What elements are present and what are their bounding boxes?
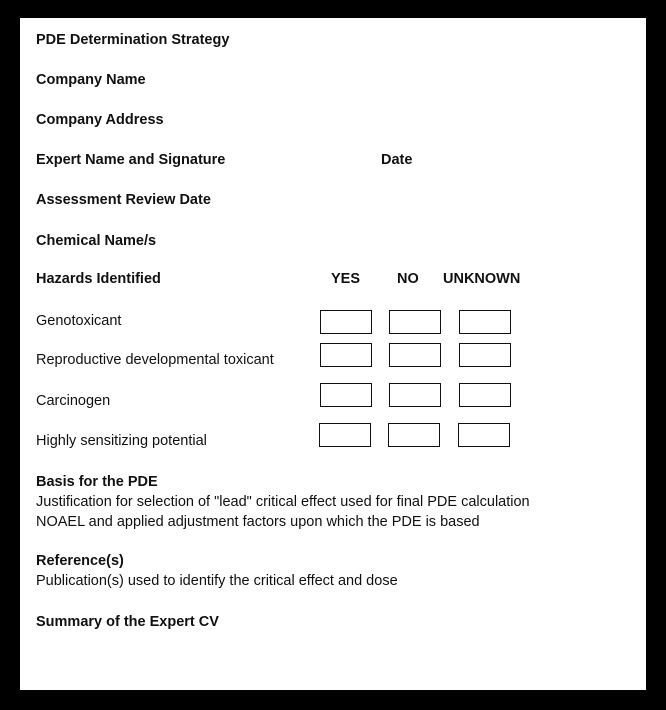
genotoxicant-no-checkbox[interactable] [389, 310, 441, 334]
carcinogen-yes-checkbox[interactable] [320, 383, 372, 407]
date-label: Date [381, 152, 413, 168]
reproductive-unknown-checkbox[interactable] [459, 343, 511, 367]
basis-justification-text: Justification for selection of "lead" critical effect used for final PDE calculation [36, 494, 530, 510]
chemical-name-label: Chemical Name/s [36, 233, 157, 249]
reproductive-no-checkbox[interactable] [389, 343, 441, 367]
column-unknown: UNKNOWN [443, 271, 521, 287]
hazard-label-sensitizing: Highly sensitizing potential [36, 433, 207, 449]
sensitizing-no-checkbox[interactable] [388, 423, 440, 447]
column-yes: YES [331, 271, 361, 287]
hazard-label-reproductive: Reproductive developmental toxicant [36, 352, 274, 368]
company-name-label: Company Name [36, 72, 146, 88]
genotoxicant-unknown-checkbox[interactable] [459, 310, 511, 334]
form-title: PDE Determination Strategy [36, 32, 230, 48]
carcinogen-no-checkbox[interactable] [389, 383, 441, 407]
column-no: NO [397, 271, 419, 287]
hazards-identified-label: Hazards Identified [36, 271, 161, 287]
company-address-label: Company Address [36, 112, 164, 128]
basis-heading: Basis for the PDE [36, 474, 158, 490]
references-text: Publication(s) used to identify the critical effect and dose [36, 573, 398, 589]
sensitizing-unknown-checkbox[interactable] [458, 423, 510, 447]
expert-cv-summary-label: Summary of the Expert CV [36, 614, 219, 630]
form-sheet [20, 18, 646, 690]
genotoxicant-yes-checkbox[interactable] [320, 310, 372, 334]
sensitizing-yes-checkbox[interactable] [319, 423, 371, 447]
hazard-label-genotoxicant: Genotoxicant [36, 313, 122, 329]
assessment-review-date-label: Assessment Review Date [36, 192, 211, 208]
expert-name-signature-label: Expert Name and Signature [36, 152, 226, 168]
references-heading: Reference(s) [36, 553, 124, 569]
basis-noael-text: NOAEL and applied adjustment factors upon which the PDE is based [36, 514, 480, 530]
hazard-label-carcinogen: Carcinogen [36, 393, 111, 409]
carcinogen-unknown-checkbox[interactable] [459, 383, 511, 407]
reproductive-yes-checkbox[interactable] [320, 343, 372, 367]
